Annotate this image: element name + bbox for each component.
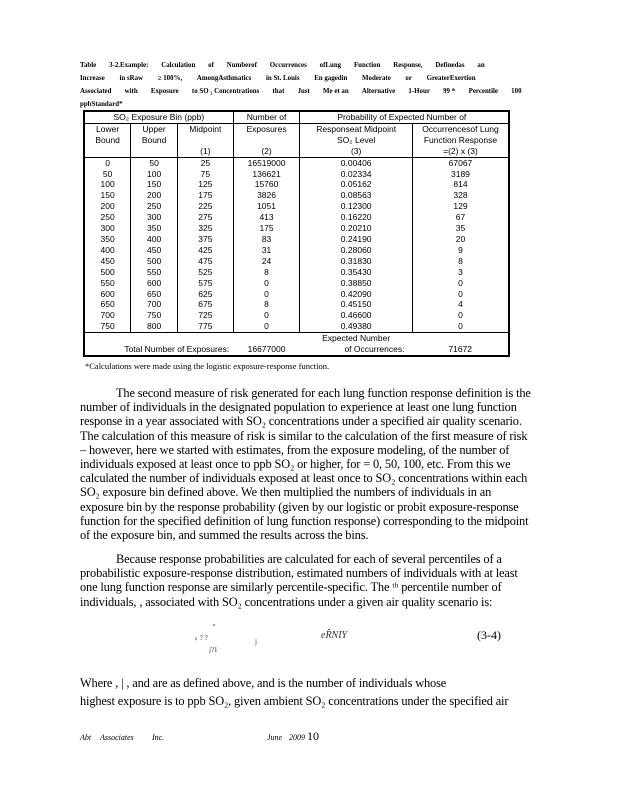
cell-midpoint: 425: [177, 245, 233, 256]
header-upper-bound-1: Upper: [131, 123, 178, 134]
cell-occurrences: 0: [412, 278, 509, 289]
cell-exposures: 24: [233, 256, 300, 267]
footer-org-1: Abt: [80, 733, 92, 742]
paragraph-line: response in a year associated with SO₂ concentrations under a specified air quality scenario.: [80, 414, 522, 429]
cell-probability: 0.05162: [300, 179, 413, 190]
paragraph-line: of the exposure bin, and summed the results across the bins.: [80, 528, 369, 543]
cell-occurrences: 9: [412, 245, 509, 256]
cell-occurrences: 20: [412, 234, 509, 245]
paragraph-line: SO₂ exposure bin defined above. We then multiplied the numbers of individuals in an: [80, 485, 492, 500]
header-row-3: [84, 135, 509, 146]
header-midpoint-2: (1): [177, 146, 233, 157]
cell-upper-bound: 250: [131, 201, 178, 212]
table-row: [84, 201, 509, 212]
paragraph-line: calculated the number of individuals exposed at least once to SO₂ concentrations within each: [80, 471, 528, 486]
cell-lower-bound: 400: [100, 244, 115, 255]
equation-3-4: [195, 622, 555, 662]
footer-date-year: 2009: [289, 733, 305, 742]
cell-exposures: 8: [233, 299, 300, 310]
table-footnote: *Calculations were made using the logistic exposure-response function.: [85, 361, 330, 371]
cell-occurrences: 0: [412, 310, 509, 321]
cell-lower-bound: 0: [84, 157, 131, 168]
cell-upper-bound: 450: [131, 245, 178, 256]
table-row: [84, 157, 509, 168]
cell-exposures: 1051: [233, 201, 300, 212]
paragraph-line: Because response probabilities are calculated for each of several percentiles of a: [116, 552, 502, 566]
cell-probability: 0.45150: [300, 299, 413, 310]
cell-probability: 0.24190: [300, 234, 413, 245]
cell-occurrences: 0: [412, 321, 509, 332]
cell-exposures: 16519000: [233, 157, 300, 168]
cell-upper-bound: 350: [131, 223, 178, 234]
header-midpoint-1: Midpoint: [177, 123, 233, 134]
table-caption: [80, 58, 522, 110]
cell-midpoint: 625: [177, 289, 233, 300]
equation-number: (3-4): [477, 628, 501, 642]
header-exposures-3: (2): [233, 146, 300, 157]
equation-lhs: ₖ ? ?: [195, 634, 208, 642]
equation-upper-limit: ⁿ: [213, 622, 216, 630]
cell-probability: 0.31830: [300, 256, 413, 267]
cell-upper-bound: 200: [131, 190, 178, 201]
cell-probability: 0.46600: [300, 310, 413, 321]
cell-midpoint: 25: [177, 157, 233, 168]
paragraph-line: individuals, , associated with SO₂ concentrations under a given air quality scenario is:: [80, 594, 493, 609]
cell-midpoint: 275: [177, 212, 233, 223]
totals-row-1: [84, 333, 509, 344]
cell-lower-bound: 550: [100, 277, 115, 288]
header-probability-3: SO₂ Level: [300, 135, 413, 146]
cell-lower-bound: 350: [100, 233, 115, 244]
cell-midpoint: 175: [177, 190, 233, 201]
cell-occurrences: 35: [412, 223, 509, 234]
table-body: [84, 157, 509, 333]
cell-lower-bound: 700: [100, 310, 115, 321]
table-row: [84, 289, 509, 300]
cell-probability: 0.20210: [300, 223, 413, 234]
header-occurrences-2: Occurrencesof Lung: [412, 123, 509, 134]
cell-lower-bound: 250: [100, 212, 115, 223]
cell-exposures: 0: [233, 278, 300, 289]
table-row: [84, 310, 509, 321]
occurrences-table: [83, 110, 510, 357]
paragraph-line: highest exposure is to ppb SO₂, given ambient SO₂ concentrations under the specified air: [80, 694, 509, 709]
cell-occurrences: 8: [412, 256, 509, 267]
cell-upper-bound: 800: [131, 321, 178, 332]
cell-upper-bound: 100: [131, 169, 178, 180]
caption-line-2: Increase in sRaw ≥ 100%, AmongAsthmatics in St. Louis En gagedin Moderate or GreaterExertion: [80, 73, 476, 82]
cell-upper-bound: 150: [131, 179, 178, 190]
totals-exposures-label: Total Number of Exposures:: [124, 344, 230, 355]
paragraph-line: individuals exposed at least once to ppb SO₂ or higher, for = 0, 50, 100, etc. From this we: [80, 457, 511, 472]
cell-upper-bound: 50: [131, 157, 178, 168]
cell-exposures: 83: [233, 234, 300, 245]
header-lower-bound-1: Lower: [84, 123, 131, 134]
cell-midpoint: 75: [177, 169, 233, 180]
cell-lower-bound: 200: [100, 201, 115, 212]
cell-exposures: 0: [233, 321, 300, 332]
paragraph-where: [80, 676, 570, 708]
cell-lower-bound: 450: [100, 255, 115, 266]
footer-org-3: Inc.: [152, 733, 165, 742]
cell-occurrences: 4: [412, 299, 509, 310]
cell-exposures: 0: [233, 310, 300, 321]
cell-upper-bound: 550: [131, 267, 178, 278]
cell-exposures: 8: [233, 267, 300, 278]
paragraph-response-probabilities: [80, 552, 570, 609]
footer-page-number: 10: [307, 729, 319, 743]
cell-midpoint: 575: [177, 278, 233, 289]
cell-midpoint: 675: [177, 299, 233, 310]
header-row-2: [84, 123, 509, 134]
caption-line-1: Table 3-2.Example: Calculation of Numberof Occurrences ofLung Function Response, Definedas an: [80, 60, 485, 69]
cell-exposures: 0: [233, 289, 300, 300]
cell-midpoint: 525: [177, 267, 233, 278]
totals-exposures-value: 16677000: [247, 344, 286, 355]
cell-probability: 0.02334: [300, 169, 413, 180]
cell-occurrences: 67: [412, 212, 509, 223]
header-occurrences-1: ted Number of: [412, 112, 467, 122]
cell-exposures: 175: [233, 223, 300, 234]
header-exposures-2: Exposures: [233, 123, 300, 134]
paragraph-line: – however, here we started with estimates, from the exposure modeling, of the number of: [80, 442, 510, 457]
header-probability-2: Responseat Midpoint: [300, 123, 413, 134]
paragraph-second-measure: [80, 386, 570, 542]
table-row: [84, 223, 509, 234]
cell-midpoint: 725: [177, 310, 233, 321]
cell-lower-bound: 300: [100, 223, 115, 234]
header-row-4: [84, 146, 509, 157]
cell-midpoint: 325: [177, 223, 233, 234]
cell-upper-bound: 750: [131, 310, 178, 321]
equation-expression: eR̂NIY: [321, 630, 348, 641]
cell-upper-bound: 600: [131, 278, 178, 289]
header-occurrences-4: =(2) x (3): [412, 146, 509, 157]
caption-line-4: ppbStandard*: [80, 99, 123, 108]
cell-midpoint: 475: [177, 256, 233, 267]
cell-exposures: 3826: [233, 190, 300, 201]
header-occurrences-3: Function Response: [412, 135, 509, 146]
cell-lower-bound: 600: [100, 288, 115, 299]
footer-date-month: June: [267, 733, 283, 742]
cell-occurrences: 3: [412, 267, 509, 278]
paragraph-line: exposure bin by the response probability (given by our logistic or probit exposure-response: [80, 499, 519, 514]
header-probability-1: Probability of Expec: [300, 111, 413, 123]
cell-probability: 0.49380: [300, 321, 413, 332]
totals-occurrences-value: 71672: [448, 344, 473, 355]
paragraph-line: Where , | , and are as defined above, and is the number of individuals whose: [80, 676, 447, 690]
cell-lower-bound: 500: [100, 266, 115, 277]
table-row: [84, 267, 509, 278]
cell-lower-bound: 750: [100, 321, 115, 332]
table-row: [84, 169, 509, 180]
paragraph-line: The calculation of this measure of risk is similar to the calculation of the first measure of risk: [80, 428, 528, 443]
cell-midpoint: 375: [177, 234, 233, 245]
header-row-1: [84, 111, 509, 123]
cell-occurrences: 328: [412, 190, 509, 201]
table-row: [84, 179, 509, 190]
equation-sub-j: j: [255, 638, 257, 646]
cell-lower-bound: 100: [100, 179, 115, 190]
header-bin-group: SO₂ Exposure Bin (ppb): [113, 112, 205, 122]
cell-lower-bound: 50: [102, 168, 113, 179]
cell-exposures: 136621: [233, 169, 300, 180]
paragraph-line: one lung function response are similarly percentile-specific. The ᵗʰ percentile number of: [80, 580, 502, 595]
cell-probability: 0.28060: [300, 245, 413, 256]
cell-lower-bound: 150: [100, 190, 115, 201]
header-upper-bound-2: Bound: [131, 135, 178, 146]
cell-upper-bound: 500: [131, 256, 178, 267]
cell-exposures: 15760: [233, 179, 300, 190]
paragraph-line: number of individuals in the designated population to experience at least one lung function: [80, 400, 517, 415]
header-exposures-1: Number of: [233, 111, 300, 123]
cell-exposures: 31: [233, 245, 300, 256]
cell-midpoint: 775: [177, 321, 233, 332]
footer-org-2: Associates: [100, 733, 134, 742]
table-row: [84, 299, 509, 310]
paragraph-line: The second measure of risk generated for each lung function response definition is the: [116, 386, 531, 400]
cell-upper-bound: 650: [131, 289, 178, 300]
cell-probability: 0.12300: [300, 201, 413, 212]
cell-upper-bound: 300: [131, 212, 178, 223]
cell-upper-bound: 700: [131, 299, 178, 310]
cell-upper-bound: 400: [131, 234, 178, 245]
cell-probability: 0.00406: [300, 157, 413, 168]
table-row: [84, 234, 509, 245]
cell-probability: 0.38850: [300, 278, 413, 289]
equation-lower-limit: j?1: [209, 646, 218, 654]
cell-midpoint: 225: [177, 201, 233, 212]
cell-occurrences: 0: [412, 289, 509, 300]
table-row: [84, 256, 509, 267]
cell-occurrences: 129: [412, 201, 509, 212]
cell-occurrences: 67067: [412, 157, 509, 168]
cell-occurrences: 814: [412, 179, 509, 190]
cell-midpoint: 125: [177, 179, 233, 190]
totals-occurrences-label-1: Expected Number: [300, 333, 413, 344]
table-row: [84, 212, 509, 223]
totals-occurrences-label-2: of Occurrences:: [344, 344, 405, 355]
caption-line-3: Associated with Exposure to SO ₂ Concentrations that Just Me et an Alternative 1-Hour 99 ᵗʰ Percentile 100: [80, 86, 522, 95]
cell-probability: 0.35430: [300, 267, 413, 278]
cell-lower-bound: 650: [100, 299, 115, 310]
cell-exposures: 413: [233, 212, 300, 223]
table-row: [84, 245, 509, 256]
table-row: [84, 190, 509, 201]
cell-occurrences: 3189: [412, 169, 509, 180]
header-probability-4: (3): [300, 146, 413, 157]
table-row: [84, 321, 509, 332]
totals-row-2: [84, 344, 509, 356]
cell-probability: 0.08563: [300, 190, 413, 201]
paragraph-line: function for the specified definition of lung function response) corresponding to the midpoint: [80, 513, 529, 528]
paragraph-line: probabilistic exposure-response distribution, estimated numbers of individuals with at least: [80, 566, 518, 581]
cell-probability: 0.42090: [300, 289, 413, 300]
cell-probability: 0.16220: [300, 212, 413, 223]
table-row: [84, 278, 509, 289]
header-lower-bound-2: Bound: [95, 134, 120, 145]
